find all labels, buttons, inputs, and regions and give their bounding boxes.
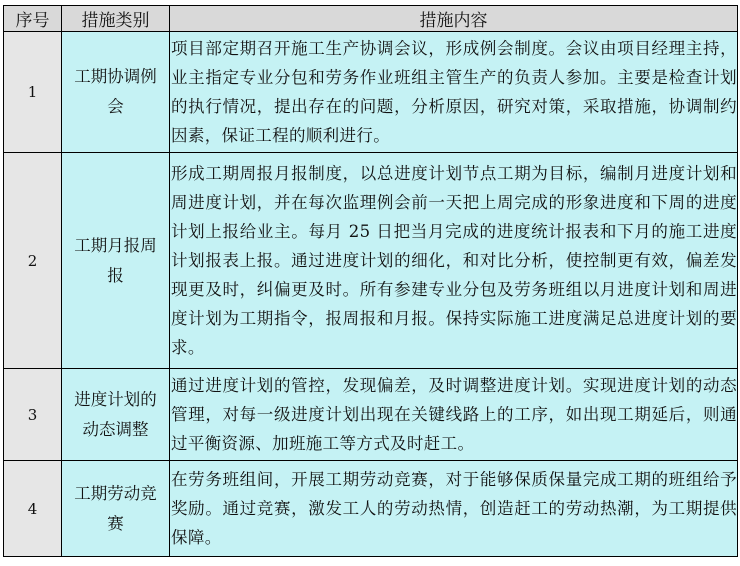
table-row	[4, 369, 738, 461]
row-seq: 3	[4, 369, 62, 461]
header-row	[4, 6, 738, 32]
row-seq: 4	[4, 461, 62, 557]
row-category: 工期协调例会	[62, 32, 170, 153]
row-category: 工期劳动竞赛	[62, 461, 170, 557]
row-category: 进度计划的动态调整	[62, 369, 170, 461]
row-seq: 2	[4, 153, 62, 369]
header-content: 措施内容	[170, 6, 738, 32]
row-content: 形成工期周报月报制度，以总进度计划节点工期为目标，编制月进度计划和周进度计划，并在每次监理例会前一天把上周完成的形象进度和下周的进度计划上报给业主。每月 25 日把当月完成的进度统计报表和下月的施工进度计划报表上报。通过进度计划的细化，和对比分析，使控制更有效，偏差发现更及时，纠偏更及时。所有参建专业分包及劳务班组以月进度计划和周进度计划为工期指令，报周报和月报。保持实际施工进度满足总进度计划的要求。	[170, 153, 738, 369]
header-category: 措施类别	[62, 6, 170, 32]
table-row	[4, 461, 738, 557]
row-content: 通过进度计划的管控，发现偏差，及时调整进度计划。实现进度计划的动态管理，对每一级进度计划出现在关键线路上的工序，如出现工期延后，则通过平衡资源、加班施工等方式及时赶工。	[170, 369, 738, 461]
row-category: 工期月报周报	[62, 153, 170, 369]
table-row	[4, 153, 738, 369]
measures-table	[3, 5, 738, 557]
table-row	[4, 32, 738, 153]
row-seq: 1	[4, 32, 62, 153]
row-content: 在劳务班组间，开展工期劳动竞赛，对于能够保质保量完成工期的班组给予奖励。通过竞赛，激发工人的劳动热情，创造赶工的劳动热潮，为工期提供保障。	[170, 461, 738, 557]
row-content: 项目部定期召开施工生产协调会议，形成例会制度。会议由项目经理主持，业主指定专业分包和劳务作业班组主管生产的负责人参加。主要是检查计划的执行情况，提出存在的问题，分析原因，研究对策，采取措施，协调制约因素，保证工程的顺利进行。	[170, 32, 738, 153]
header-seq: 序号	[4, 6, 62, 32]
